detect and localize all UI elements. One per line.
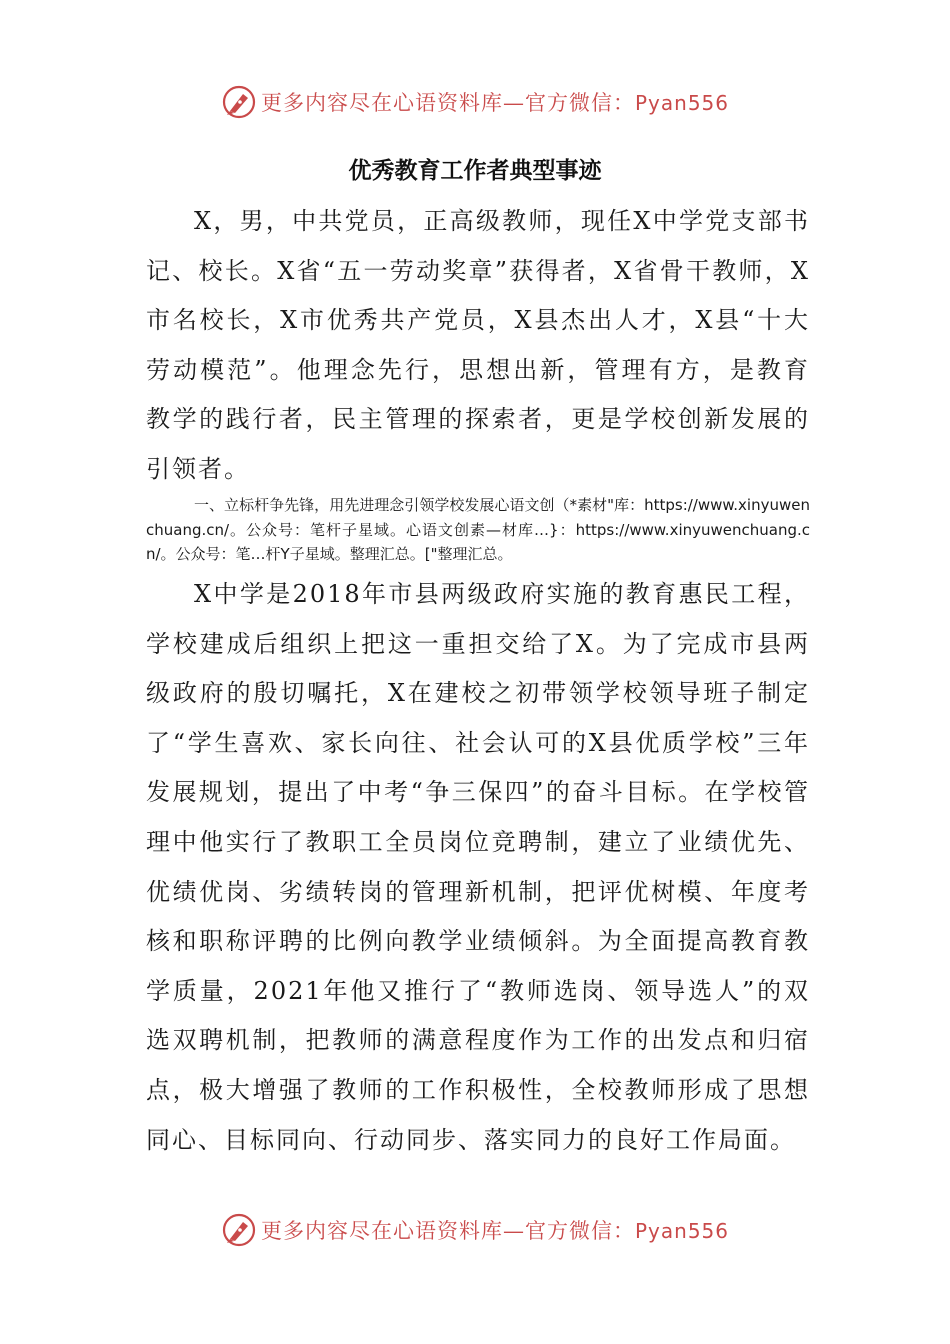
header-banner [0,80,950,124]
pen-nib-icon [221,84,257,120]
document-title: 优秀教育工作者典型事迹 [348,158,602,184]
paragraph-body: X中学是2018年市县两级政府实施的教育惠民工程，学校建成后组织上把这一重担交给了X。为了完成市县两级政府的殷切嘱托，X在建校之初带领学校领导班子制定了“学生喜欢、家长向往、社会认可的X县优质学校”三年发展规划，提出了中考“争三保四”的奋斗目标。在学校管理中他实行了教职工全员岗位竞聘制，建立了业绩优先、优绩优岗、劣绩转岗的管理新机制，把评优树模、年度考核和职称评聘的比例向教学业绩倾斜。为全面提高教育教学质量，2021年他又推行了“教师选岗、领导选人”的双选双聘机制，把教师的满意程度作为工作的出发点和归宿点，极大增强了教师的工作积极性，全校教师形成了思想同心、目标同向、行动同步、落实同力的良好工作局面。 [146,580,810,1154]
banner-text: 更多内容尽在心语资料库—官方微信：Pyan556 [260,1219,729,1243]
pen-nib-icon [221,1212,257,1248]
section-heading-note: 一、立标杆争先锋，用先进理念引领学校发展心语文创（*素材"库：https://www.xinyuwenchuang.cn/。公众号：笔杆子星域。心语文创素—材库…}：https://www.xinyuwenchuang.cn/。公众号：笔…杆Y子星域。整理汇总。["整理汇总。 [146,496,810,563]
footer-banner [0,1208,950,1252]
paragraph-intro: X，男，中共党员，正高级教师，现任X中学党支部书记、校长。X省“五一劳动奖章”获得者，X省骨干教师，X市名校长，X市优秀共产党员，X县杰出人才，X县“十大劳动模范”。他理念先行，思想出新，管理有方，是教育教学的践行者，民主管理的探索者，更是学校创新发展的引领者。 [146,207,810,483]
wechat-id: Pyan556 [634,1219,729,1243]
banner-text: 更多内容尽在心语资料库—官方微信：Pyan556 [260,91,729,115]
wechat-id: Pyan556 [634,91,729,115]
